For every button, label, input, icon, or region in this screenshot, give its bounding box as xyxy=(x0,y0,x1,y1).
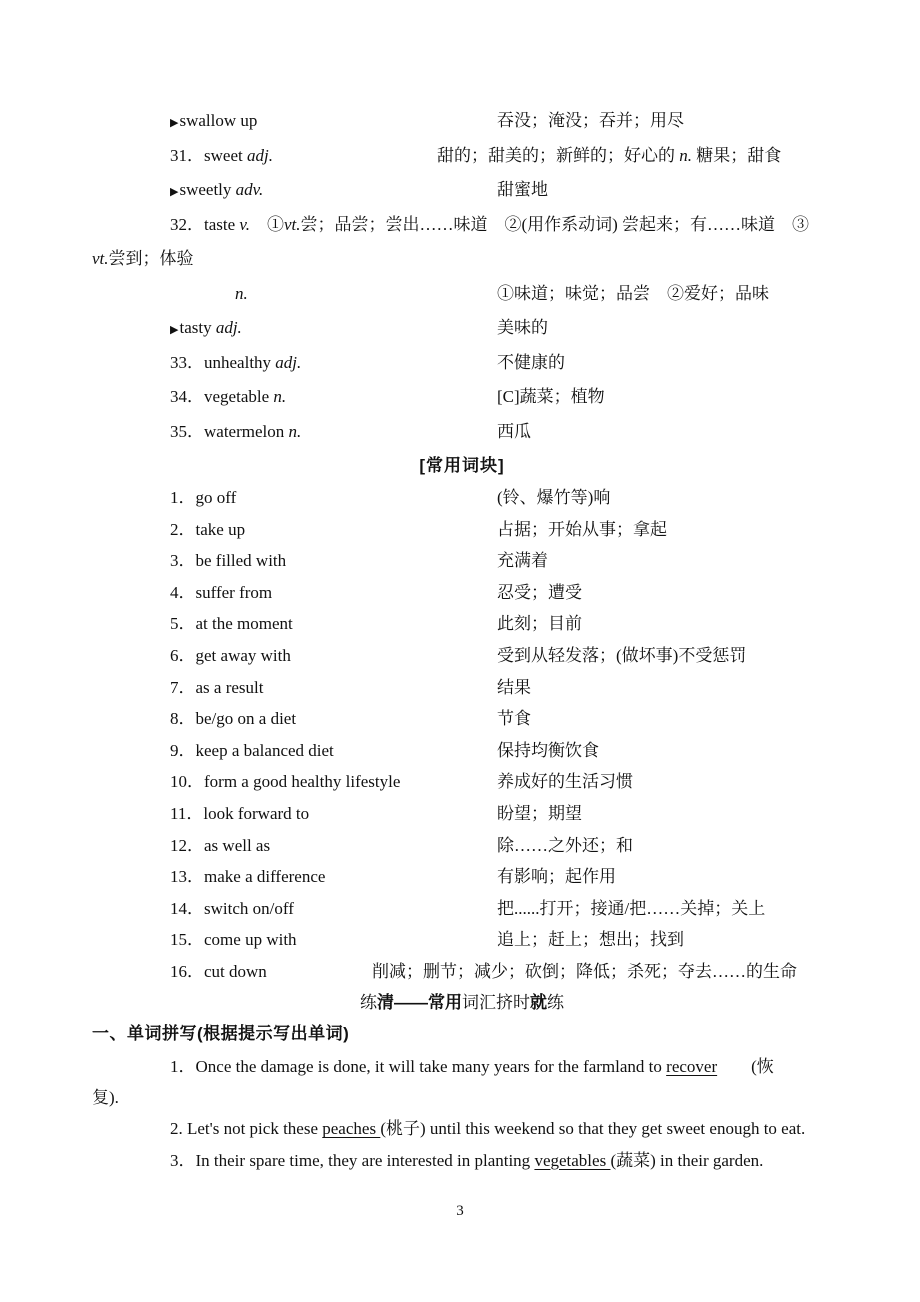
exercise-sentence: 2. Let's not pick these peaches (桃子) until this weekend so that they get sweet enough to eat. xyxy=(170,1119,806,1139)
phrase-row xyxy=(92,703,832,735)
vocab-translation: ①味道；味觉；品尝 ②爱好；品味 xyxy=(497,283,769,303)
triangle-bullet-icon: ▶ xyxy=(170,117,179,129)
phrase-translation: 保持均衡饮食 xyxy=(497,740,599,760)
phrase-term: 6．get away with xyxy=(170,645,291,665)
phrase-translation: 占据；开始从事；拿起 xyxy=(497,519,667,539)
phrase-term: 12．as well as xyxy=(170,835,271,855)
vocab-row xyxy=(92,104,832,139)
word-spelling-section-title: 一、单词拼写(根据提示写出单词) xyxy=(92,1023,350,1043)
phrase-row xyxy=(92,735,832,767)
phrase-translation: 盼望；期望 xyxy=(497,803,582,823)
phrase-row xyxy=(92,640,832,672)
phrase-translation: 把......打开；接通/把……关掉；关上 xyxy=(497,898,766,918)
phrase-translation: 此刻；目前 xyxy=(497,614,582,634)
vocab-row xyxy=(92,346,832,381)
phrase-term: 3．be filled with xyxy=(170,551,287,571)
vocab-row xyxy=(92,380,832,415)
exercise-sentence: 3．In their spare time, they are interested in planting vegetables (蔬菜) in their garden. xyxy=(170,1150,764,1170)
vocab-translation: 西瓜 xyxy=(497,421,531,441)
vocab-translation: 美味的 xyxy=(497,318,548,337)
vocab-translation: 吞没；淹没；吞并；用尽 xyxy=(497,111,684,130)
vocab-term: 35．watermelon n. xyxy=(170,421,302,441)
vocab-row xyxy=(92,311,832,346)
vocab-row xyxy=(92,173,832,208)
vocab-term: 33．unhealthy adj. xyxy=(170,352,302,372)
vocab-translation: 甜的；甜美的；新鲜的；好心的 n. 糖果；甜食 xyxy=(437,145,782,165)
vocab-row xyxy=(92,277,832,312)
phrase-term: 8．be/go on a diet xyxy=(170,709,297,729)
phrase-term: 7．as a result xyxy=(170,677,264,697)
phrase-translation: 忍受；遭受 xyxy=(497,582,582,602)
phrase-term: 1．go off xyxy=(170,488,237,507)
phrase-row xyxy=(92,861,832,893)
drill-title: 练清——常用词汇挤时就练 xyxy=(360,992,564,1012)
phrase-term: 11．look forward to xyxy=(170,803,310,823)
phrase-row xyxy=(92,956,832,988)
phrase-row xyxy=(92,514,832,546)
phrase-term: 16．cut down xyxy=(170,961,267,981)
phrase-row xyxy=(92,830,832,862)
phrase-term: 10．form a good healthy lifestyle xyxy=(170,772,401,792)
chunk-section-header: [常用词块] xyxy=(419,456,505,475)
phrase-translation: 养成好的生活习惯 xyxy=(497,772,633,792)
phrase-row xyxy=(92,672,832,704)
exercise-sentence: 复). xyxy=(92,1087,119,1107)
phrase-row xyxy=(92,924,832,956)
vocab-translation: 甜蜜地 xyxy=(497,180,548,199)
phrase-row xyxy=(92,482,832,514)
vocab-term: ▶swallow up xyxy=(170,111,258,130)
phrase-translation: 节食 xyxy=(497,709,531,729)
vocab-row xyxy=(92,415,832,450)
phrase-translation: 除……之外还；和 xyxy=(497,835,633,855)
vocab-translation: [C]蔬菜；植物 xyxy=(497,387,605,406)
exercise-sentences xyxy=(92,1051,832,1177)
phrase-row xyxy=(92,545,832,577)
phrase-translation: 受到从轻发落；(做坏事)不受惩罚 xyxy=(497,645,747,665)
phrase-row xyxy=(92,893,832,925)
phrase-row xyxy=(92,798,832,830)
phrase-list xyxy=(92,482,832,988)
phrase-term: 4．suffer from xyxy=(170,582,273,602)
phrase-term: 14．switch on/off xyxy=(170,898,294,918)
phrase-row xyxy=(92,608,832,640)
vocab-term: ▶sweetly adv. xyxy=(170,180,264,199)
phrase-translation: 结果 xyxy=(497,677,531,697)
phrase-term: 15．come up with xyxy=(170,930,297,950)
vocab-term: 34．vegetable n. xyxy=(170,387,287,406)
phrase-term: 2．take up xyxy=(170,519,246,539)
vocabulary-list xyxy=(92,104,832,449)
phrase-translation: 追上；赶上；想出；找到 xyxy=(497,930,684,950)
triangle-bullet-icon: ▶ xyxy=(170,324,179,336)
phrase-translation: 削减；删节；减少；砍倒；降低；杀死；夺去……的生命 xyxy=(372,961,797,981)
page-content xyxy=(92,104,832,1176)
phrase-translation: (铃、爆竹等)响 xyxy=(497,488,611,507)
exercise-sentence: 1．Once the damage is done, it will take many years for the farmland to recover (恢 xyxy=(170,1056,774,1076)
phrase-row xyxy=(92,766,832,798)
phrase-translation: 充满着 xyxy=(497,551,548,571)
vocab-term: 31．sweet adj. xyxy=(170,145,273,165)
vocab-paragraph-line: vt.尝到；体验 xyxy=(92,249,194,268)
vocab-row xyxy=(92,139,832,174)
vocab-translation: 不健康的 xyxy=(497,352,565,372)
phrase-term: 13．make a difference xyxy=(170,867,326,887)
vocab-paragraph-line: 32．taste v. ①vt.尝；品尝；尝出……味道 ②(用作系动词) 尝起来；有……味道 ③ xyxy=(170,214,810,234)
vocab-term: ▶tasty adj. xyxy=(170,318,242,337)
phrase-term: 9．keep a balanced diet xyxy=(170,740,334,760)
phrase-translation: 有影响；起作用 xyxy=(497,867,616,887)
page-number: 3 xyxy=(456,1203,464,1219)
phrase-row xyxy=(92,577,832,609)
vocab-term: n. xyxy=(235,283,248,303)
phrase-term: 5．at the moment xyxy=(170,614,293,634)
triangle-bullet-icon: ▶ xyxy=(170,186,179,198)
